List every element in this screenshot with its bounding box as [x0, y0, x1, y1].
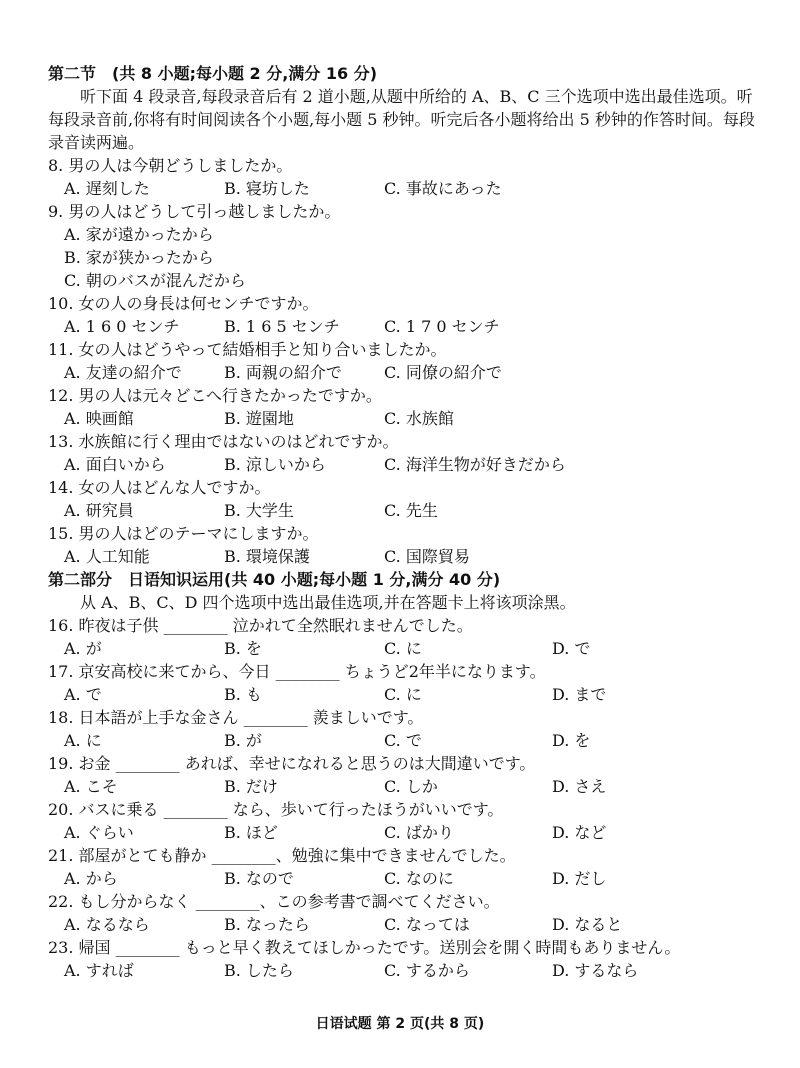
question-16 [48, 614, 760, 660]
question-23 [48, 936, 760, 982]
question-stem: 9. 男の人はどうして引っ越しましたか。 [48, 202, 341, 221]
option-a: A. に [64, 731, 102, 750]
option-c: C. 国際貿易 [384, 547, 470, 566]
question-19 [48, 752, 760, 798]
option-b: B. したら [224, 961, 294, 980]
question-14 [48, 476, 760, 522]
option-a: A. 人工知能 [64, 547, 150, 566]
option-b: B. 涼しいから [224, 455, 326, 474]
option-b: B. 家が狭かったから [64, 248, 214, 267]
option-d: D. など [552, 823, 607, 842]
question-stem: 13. 水族館に行く理由ではないのはどれですか。 [48, 432, 399, 451]
option-a: A. ぐらい [64, 823, 134, 842]
option-d: D. なると [552, 915, 623, 934]
question-stem: 22. もし分からなく ________、この参考書で調べてください。 [48, 892, 500, 911]
question-9 [48, 200, 760, 292]
option-row [48, 913, 760, 936]
question-stem: 16. 昨夜は子供 ________ 泣かれて全然眠れませんでした。 [48, 616, 473, 635]
option-b: B. 両親の紹介で [224, 363, 342, 382]
option-b: B. 大学生 [224, 501, 294, 520]
part2-instructions: 从 A、B、C、D 四个选项中选出最佳选项,并在答题卡上将该项涂黑。 [80, 593, 576, 612]
question-stem: 19. お金 ________ あれば、幸せになれると思うのは大間違いです。 [48, 754, 536, 773]
option-row [48, 867, 760, 890]
option-c: C. に [384, 685, 422, 704]
option-a: A. が [64, 639, 102, 658]
option-b: B. を [224, 639, 262, 658]
question-18 [48, 706, 760, 752]
option-a: A. から [64, 869, 118, 888]
option-row [48, 361, 760, 384]
question-20 [48, 798, 760, 844]
question-stem: 12. 男の人は元々どこへ行きたかったですか。 [48, 386, 382, 405]
option-row [48, 637, 760, 660]
option-d: D. するなら [552, 961, 639, 980]
question-13 [48, 430, 760, 476]
question-stem: 20. バスに乗る ________ なら、歩いて行ったほうがいいです。 [48, 800, 504, 819]
option-row [48, 453, 760, 476]
option-d: D. まで [552, 685, 607, 704]
question-stem: 23. 帰国 ________ もっと早く教えてほしかったです。送別会を開く時間もありません。 [48, 938, 681, 957]
section2-instructions: 听下面 4 段录音,每段录音后有 2 道小题,从题中所给的 A、B、C 三个选项中选出最佳选项。听每段录音前,你将有时间阅读各个小题,每小题 5 秒钟。听完后各小题将给出 5 秒钟的作答时间。每段录音读两遍。 [48, 87, 755, 152]
option-c: C. 水族館 [384, 409, 454, 428]
option-row [48, 545, 760, 568]
option-c: C. 朝のバスが混んだから [64, 271, 246, 290]
question-17 [48, 660, 760, 706]
option-c: C. 事故にあった [384, 179, 502, 198]
option-c: C. ばかり [384, 823, 454, 842]
question-stem: 15. 男の人はどのテーマにしますか。 [48, 524, 319, 543]
question-10 [48, 292, 760, 338]
option-row [48, 683, 760, 706]
option-b: B. ほど [224, 823, 278, 842]
question-22 [48, 890, 760, 936]
option-d: D. で [552, 639, 591, 658]
option-a: A. で [64, 685, 102, 704]
section2-heading: 第二节 (共 8 小题;每小题 2 分,满分 16 分) [48, 64, 378, 83]
question-21 [48, 844, 760, 890]
option-row [48, 407, 760, 430]
option-a: A. 面白いから [64, 455, 166, 474]
page-footer: 日语试题 第 2 页(共 8 页) [315, 1016, 485, 1032]
option-a: A. 映画館 [64, 409, 134, 428]
option-b: B. も [224, 685, 262, 704]
option-c: C. するから [384, 961, 470, 980]
question-stem: 18. 日本語が上手な金さん ________ 羨ましいです。 [48, 708, 424, 727]
option-c: C. 先生 [384, 501, 438, 520]
option-d: D. だし [552, 869, 607, 888]
option-c: C. に [384, 639, 422, 658]
option-row [48, 315, 760, 338]
option-c: C. 同僚の紹介で [384, 363, 502, 382]
question-stem: 14. 女の人はどんな人ですか。 [48, 478, 271, 497]
option-d: D. を [552, 731, 591, 750]
question-stem: 17. 京安高校に来てから、今日 ________ ちょうど2年半になります。 [48, 662, 546, 681]
option-row [48, 775, 760, 798]
option-b: B. なったら [224, 915, 310, 934]
option-row [48, 729, 760, 752]
option-b: B. だけ [224, 777, 278, 796]
option-a: A. 研究員 [64, 501, 134, 520]
option-c: C. なっては [384, 915, 470, 934]
option-row [48, 821, 760, 844]
option-b: B. 環境保護 [224, 547, 310, 566]
question-11 [48, 338, 760, 384]
option-c: C. しか [384, 777, 438, 796]
option-b: B. が [224, 731, 262, 750]
question-12 [48, 384, 760, 430]
option-a: A. 遅刻した [64, 179, 150, 198]
question-15 [48, 522, 760, 568]
question-stem: 8. 男の人は今朝どうしましたか。 [48, 156, 293, 175]
option-a: A. 友達の紹介で [64, 363, 182, 382]
option-b: B. なので [224, 869, 294, 888]
option-b: B. 遊園地 [224, 409, 294, 428]
option-b: B. 1 6 5 センチ [224, 317, 340, 336]
question-stem: 11. 女の人はどうやって結婚相手と知り合いましたか。 [48, 340, 447, 359]
option-row [48, 499, 760, 522]
option-b: B. 寝坊した [224, 179, 310, 198]
option-c: C. 海洋生物が好きだから [384, 455, 566, 474]
option-c: C. 1 7 0 センチ [384, 317, 500, 336]
option-a: A. すれば [64, 961, 134, 980]
option-c: C. なのに [384, 869, 454, 888]
question-stem: 10. 女の人の身長は何センチですか。 [48, 294, 319, 313]
option-row [48, 959, 760, 982]
option-a: A. なるなら [64, 915, 150, 934]
option-a: A. こそ [64, 777, 118, 796]
option-c: C. で [384, 731, 422, 750]
question-8 [48, 154, 760, 200]
part2-heading: 第二部分 日语知识运用(共 40 小题;每小题 1 分,满分 40 分) [48, 570, 501, 589]
option-row [48, 177, 760, 200]
question-stem: 21. 部屋がとても静か ________、勉強に集中できませんでした。 [48, 846, 516, 865]
option-a: A. 1 6 0 センチ [64, 317, 180, 336]
option-d: D. さえ [552, 777, 607, 796]
option-a: A. 家が遠かったから [64, 225, 214, 244]
